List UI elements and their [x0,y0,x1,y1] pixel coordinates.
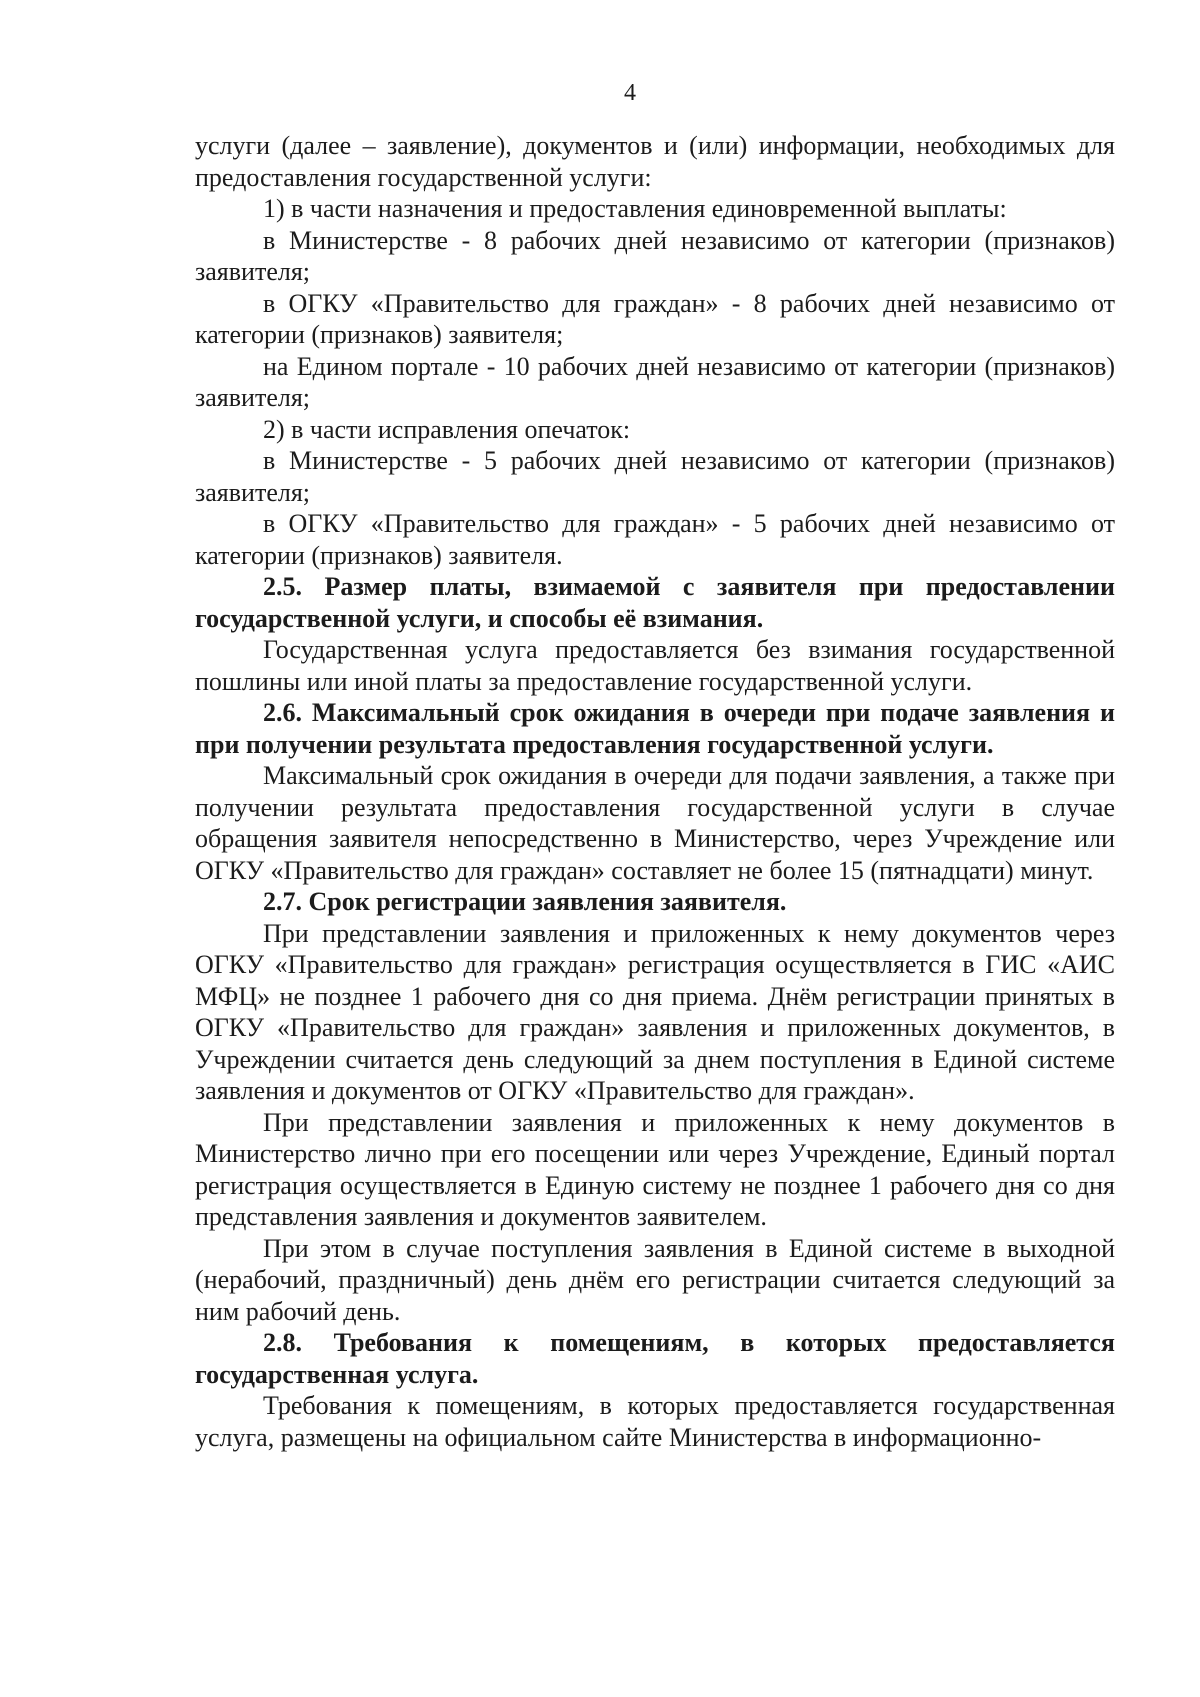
paragraph: в ОГКУ «Правительство для граждан» - 8 рабочих дней независимо от категории (признаков) заявителя; [195,288,1115,349]
paragraph: При представлении заявления и приложенных к нему документов в Министерство лично при его посещении или через Учреждение, Единый портал регистрация осуществляется в Единую систему не позднее 1 рабочего дня со дня представления заявления и документов заявителем. [195,1107,1115,1231]
section-heading: 2.7. Срок регистрации заявления заявителя. [263,887,787,916]
paragraph: 2) в части исправления опечаток: [263,414,631,444]
paragraph: При представлении заявления и приложенных к нему документов через ОГКУ «Правительство для граждан» регистрация осуществляется в ГИС «АИС МФЦ» не позднее 1 рабочего дня со дня приема. Днём регистрации принятых в ОГКУ «Правительство для граждан» заявления и приложенных документов, в Учреждении считается день следующий за днем поступления в Единой системе заявления и документов от ОГКУ «Правительство для граждан». [195,918,1115,1105]
section-heading: 2.6. Максимальный срок ожидания в очереди при подаче заявления и при получении результата предоставления государственной услуги. [195,698,1115,759]
paragraph: услуги (далее – заявление), документов и (или) информации, необходимых для предоставления государственной услуги: [195,131,1115,192]
paragraph: Государственная услуга предоставляется без взимания государственной пошлины или иной платы за предоставление государственной услуги. [195,635,1115,696]
paragraph: 1) в части назначения и предоставления единовременной выплаты: [263,194,1007,223]
paragraph: Требования к помещениям, в которых предоставляется государственная услуга, размещены на официальном сайте Министерства в информационно- [195,1391,1115,1452]
paragraph: на Едином портале - 10 рабочих дней независимо от категории (признаков) заявителя; [195,351,1115,412]
paragraph: в Министерстве - 8 рабочих дней независимо от категории (признаков) заявителя; [195,225,1115,286]
page-number: 4 [624,80,636,106]
paragraph: в Министерстве - 5 рабочих дней независимо от категории (признаков) заявителя; [195,446,1115,507]
section-heading: 2.8. Требования к помещениям, в которых предоставляется государственная услуга. [195,1328,1115,1389]
paragraph: в ОГКУ «Правительство для граждан» - 5 рабочих дней независимо от категории (признаков) заявителя. [195,509,1115,570]
document-body [195,130,1115,1453]
paragraph: При этом в случае поступления заявления в Единой системе в выходной (нерабочий, праздничный) день днём его регистрации считается следующий за ним рабочий день. [195,1233,1115,1326]
paragraph: Максимальный срок ожидания в очереди для подачи заявления, а также при получении результата предоставления государственной услуги в случае обращения заявителя непосредственно в Министерство, через Учреждение или ОГКУ «Правительство для граждан» составляет не более 15 (пятнадцати) минут. [195,761,1115,885]
section-heading: 2.5. Размер платы, взимаемой с заявителя при предоставлении государственной услуги, и способы её взимания. [195,572,1115,633]
